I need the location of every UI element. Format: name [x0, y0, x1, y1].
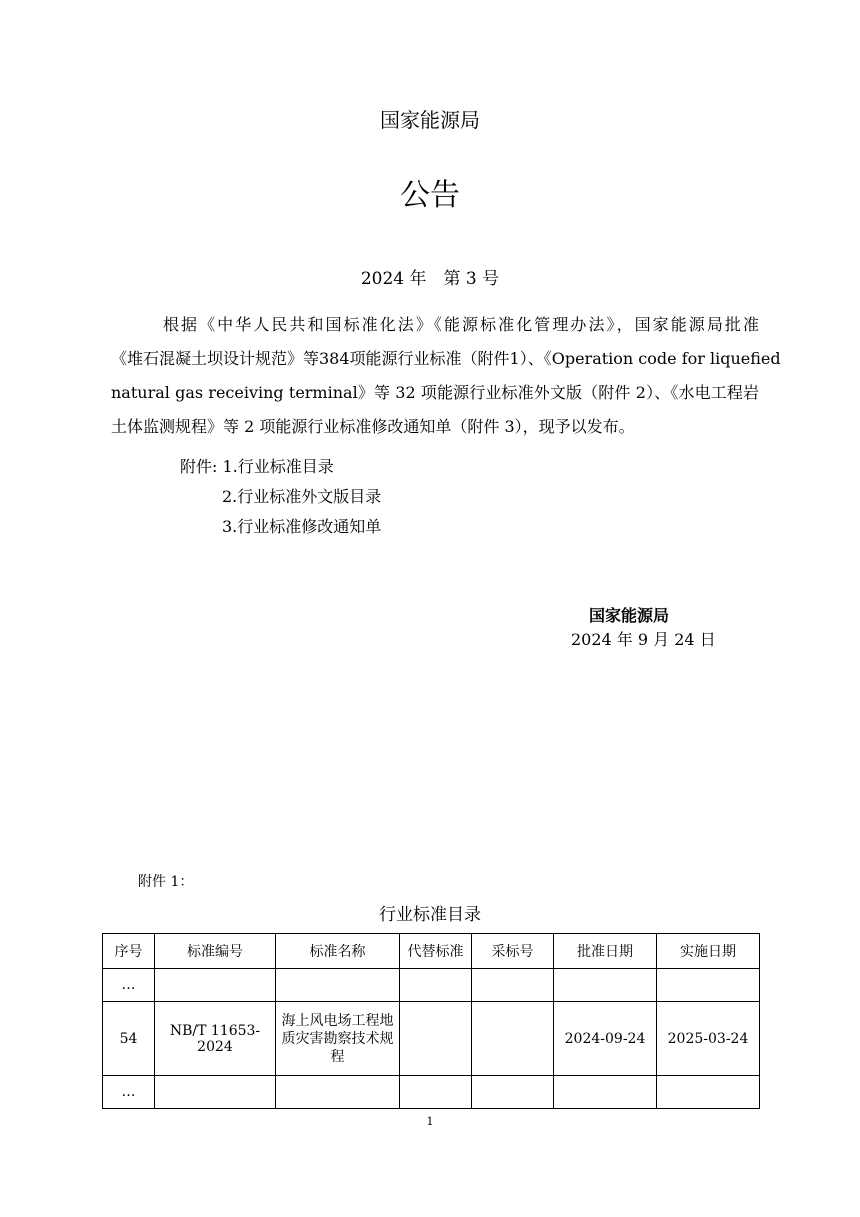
column-header: 代替标准: [400, 934, 472, 969]
table-cell: 2024-09-24: [554, 1002, 657, 1076]
body-line-4: 土体监测规程》等 2 项能源行业标准修改通知单（附件 3），现予以发布。: [111, 417, 635, 436]
appendix-label: 附件 1：: [138, 874, 194, 890]
table-cell: [400, 969, 472, 1002]
table-row: [103, 1076, 760, 1109]
document-title: 公告: [400, 178, 460, 213]
table-cell: [472, 1076, 554, 1109]
body-line-3: natural gas receiving terminal》等 32 项能源行业标准外文版（附件 2）、《水电工程岩: [111, 383, 759, 402]
attachment-list: [180, 452, 381, 542]
page-number: 1: [426, 1115, 434, 1128]
column-header: 标准编号: [155, 934, 276, 969]
attachment-item-2: 2.行业标准外文版目录: [222, 487, 382, 506]
table-cell: [155, 969, 276, 1002]
table-cell: 54: [103, 1002, 155, 1076]
column-header: 采标号: [472, 934, 554, 969]
table-cell: 2025-03-24: [657, 1002, 760, 1076]
column-header: 批准日期: [554, 934, 657, 969]
column-header: 实施日期: [657, 934, 760, 969]
table-cell: [554, 1076, 657, 1109]
table-cell: [657, 969, 760, 1002]
table-cell: …: [103, 969, 155, 1002]
attachment-item-1: 1.行业标准目录: [222, 457, 334, 476]
table-cell: 海上风电场工程地质灾害勘察技术规程: [276, 1002, 400, 1076]
table-row: [103, 969, 760, 1002]
table-title: 行业标准目录: [379, 905, 481, 925]
announcement-body: [111, 308, 781, 444]
column-header: 标准名称: [276, 934, 400, 969]
table-cell: [276, 1076, 400, 1109]
table-cell: [276, 969, 400, 1002]
table-cell: [155, 1076, 276, 1109]
column-header: 序号: [103, 934, 155, 969]
table-cell: [657, 1076, 760, 1109]
body-line-1: 根据《中华人民共和国标准化法》《能源标准化管理办法》，国家能源局批准: [163, 315, 759, 334]
standards-table: [102, 933, 760, 1109]
table-cell: [554, 969, 657, 1002]
table-cell: [400, 1002, 472, 1076]
table-header-row: [103, 934, 760, 969]
attachment-label: 附件:: [180, 457, 223, 476]
table-row: [103, 1002, 760, 1076]
table-cell: NB/T 11653-2024: [155, 1002, 276, 1076]
table-cell: [400, 1076, 472, 1109]
signature-agency: 国家能源局: [589, 606, 670, 625]
body-line-2: 《堆石混凝土坝设计规范》等384项能源行业标准（附件1）、《Operation code for liquefied: [111, 349, 781, 368]
table-cell: …: [103, 1076, 155, 1109]
attachment-item-3: 3.行业标准修改通知单: [222, 517, 382, 536]
issue-number: 2024 年 第 3 号: [360, 269, 500, 289]
table-cell: [472, 1002, 554, 1076]
table-cell: [472, 969, 554, 1002]
signature-date: 2024 年 9 月 24 日: [571, 630, 716, 649]
issuing-agency: 国家能源局: [380, 108, 480, 132]
attachment-item: [180, 452, 381, 482]
